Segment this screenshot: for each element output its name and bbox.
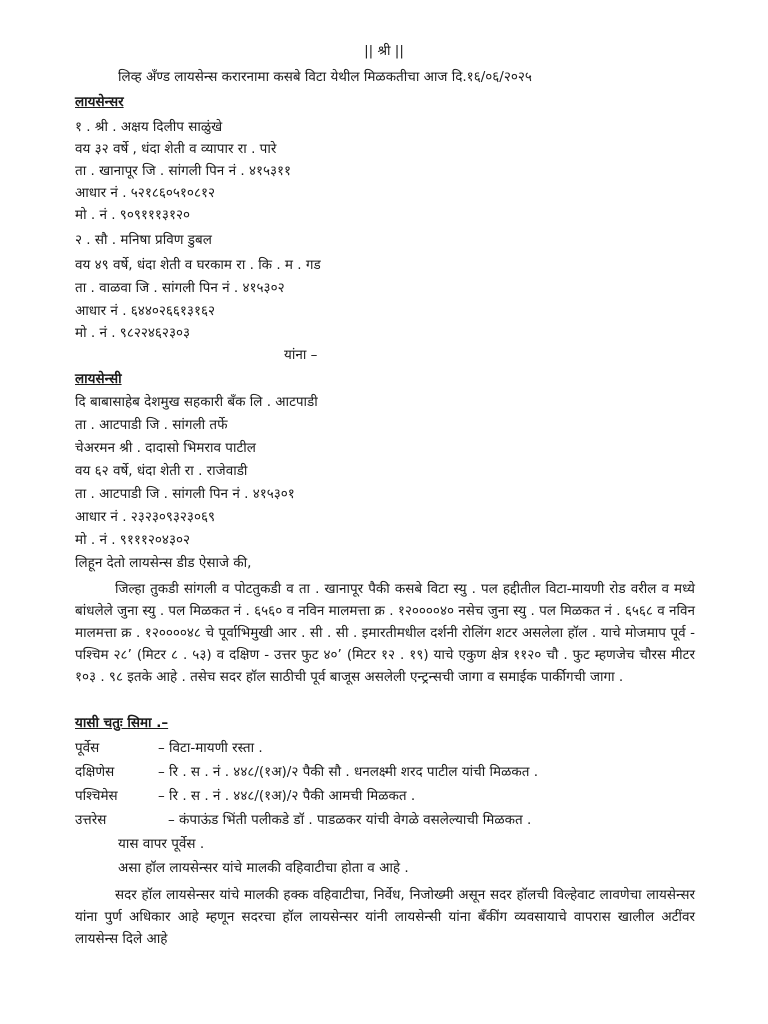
licensee-line: वय ६२ वर्षे, धंदा शेती रा . राजेवाडी — [75, 463, 248, 479]
boundary-text-north: – कंपाऊंड भिंती पलीकडे डॉ . पाडळकर यांची वेगळे वसलेल्याची मिळकत . — [168, 812, 532, 828]
property-description-text: जिल्हा तुकडी सांगली व पोटतुकडी व ता . खानापूर पैकी कसबे विटा स्यु . पल हद्दीतील विटा-मायणी रोड वरील व मध्ये बांधलेले जुना स्यु . पल मिळकत नं . ६५६० व नविन मालमत्ता क्र . १२००००४० नसेच जुना स्यु . पल मिळकत नं . ६५६८ व नविन मालमत्ता क्र . १२००००४८ चे पूर्वाभिमुखी आर . सी . सी . इमारतीमधील दर्शनी रोलिंग शटर असलेला हॉल . याचे मोजमाप पूर्व - पश्चिम २८’ (मिटर ८ . ५३) व दक्षिण - उत्तर फुट ४०’ (मिटर १२ . १९) याचे एकुण क्षेत्र ११२० चौ . फुट म्हणजेच चौरस मीटर १०३ . ९८ इतके आहे . तसेच सदर हॉल साठीची पूर्व बाजूस असलेली एन्ट्रन्सची जागा व समाईक पार्कीगची जागा . — [75, 581, 695, 685]
licensor-line: ता . खानापूर जि . सांगली पिन नं . ४१५३११ — [75, 163, 292, 179]
boundary-text-south: – रि . स . नं . ४४८/(१अ)/२ पैकी सौ . धनलक्ष्मी शरद पाटील यांची मिळकत . — [158, 764, 539, 780]
licensor-heading: लायसेन्सर — [75, 94, 124, 110]
licensee-line: लिहून देतो लायसेन्स डीड ऐसाजे की, — [75, 555, 252, 571]
licensor-line: मो . नं . ९०९१११३१२० — [75, 207, 191, 223]
licensee-line: चेअरमन श्री . दादासो भिमराव पाटील — [75, 440, 256, 456]
licensee-line: आधार नं . २३२३०९३२३०६९ — [75, 509, 216, 525]
ownership-line: असा हॉल लायसेन्सर यांचे मालकी वहिवाटीचा होता व आहे . — [118, 860, 409, 876]
final-paragraph — [75, 884, 695, 950]
boundaries-heading: यासी चतुः सिमा .– — [75, 715, 169, 731]
property-description-paragraph — [75, 578, 695, 688]
licensee-line: मो . नं . ९१११२०४३०२ — [75, 532, 191, 548]
boundary-text-east: – विटा-मायणी रस्ता . — [158, 740, 263, 756]
boundary-direction-west: पश्चिमेस — [75, 788, 118, 804]
licensor-line: वय ३२ वर्षे , धंदा शेती व व्यापार रा . पारे — [75, 141, 277, 157]
licensee-heading: लायसेन्सी — [75, 371, 122, 387]
licensee-line: दि बाबासाहेब देशमुख सहकारी बँक लि . आटपाडी — [75, 394, 318, 410]
boundary-direction-east: पूर्वेस — [75, 740, 100, 756]
boundary-direction-south: दक्षिणेस — [75, 764, 115, 780]
to-label: यांना – — [284, 347, 318, 363]
entry-line: यास वापर पूर्वेस . — [118, 836, 205, 852]
licensor-line: २ . सौ . मनिषा प्रविण डुबल — [75, 232, 212, 248]
licensor-line: वय ४९ वर्षे, धंदा शेती व घरकाम रा . कि . म . गड — [75, 257, 321, 273]
invocation-heading: || श्री || — [364, 43, 404, 59]
licensor-line: आधार नं . ५२१८६०५१०८१२ — [75, 185, 216, 201]
boundary-direction-north: उत्तरेस — [75, 812, 107, 828]
licensor-line: १ . श्री . अक्षय दिलीप साळुंखे — [75, 119, 223, 135]
boundary-text-west: – रि . स . नं . ४४८/(१अ)/२ पैकी आमची मिळकत . — [158, 788, 416, 804]
licensee-line: ता . आटपाडी जि . सांगली तर्फे — [75, 417, 228, 433]
licensor-line: मो . नं . ९८२२४६२३०३ — [75, 325, 191, 341]
licensor-line: आधार नं . ६४४०२६६१३१६२ — [75, 303, 216, 319]
licensor-line: ता . वाळवा जि . सांगली पिन नं . ४१५३०२ — [75, 280, 285, 296]
licensee-line: ता . आटपाडी जि . सांगली पिन नं . ४१५३०१ — [75, 486, 295, 502]
document-title-line: लिव्ह अँण्ड लायसेन्स करारनामा कसबे विटा येथील मिळकतीचा आज दि.१६/०६/२०२५ — [118, 69, 532, 85]
final-paragraph-text: सदर हॉल लायसेन्सर यांचे मालकी हक्क वहिवाटीचा, निर्वेध, निजोख्मी असून सदर हॉलची विल्हेवाट लावणेचा लायसेन्सर यांना पुर्ण अधिकार आहे म्हणून सदरचा हॉल लायसेन्सर यांनी लायसेन्सी यांना बँकींग व्यवसायाचे वापरास खालील अटींवर लायसेन्स दिले आहे — [75, 887, 695, 947]
